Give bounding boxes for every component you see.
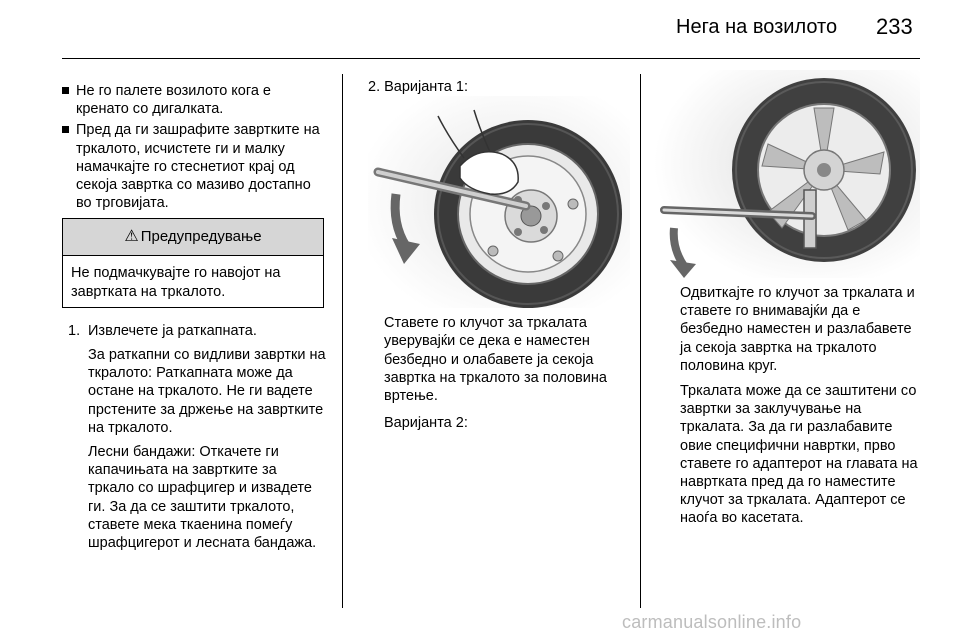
variant-2-label: Варијанта 2: bbox=[384, 415, 468, 432]
bullet-item: Не го палете возилото кога е кренато со дигалката. bbox=[62, 82, 326, 118]
column-divider-2 bbox=[640, 74, 641, 608]
step-2-title: 2. Варијанта 1: bbox=[368, 79, 468, 95]
wheel-wrench-illustration bbox=[368, 96, 630, 308]
instruction-paragraph: Тркалата може да се заштитени со завртки за заклучување на тркалата. За да ги разлабавите овие специфични навртки, прво ставете го адаптерот на главата на навртката пред да го наместите клучот за тркалата. Адаптерот се наоѓа во касетата. bbox=[680, 383, 918, 527]
warning-body: Не подмачкувајте го навојот на завртката на тркалото. bbox=[71, 265, 281, 300]
step-paragraph: За раткапни со видливи завртки на ткралото: Раткапната може да остане на тркалото. Не ги вадете прстените за држење на завртките на тркалото. bbox=[88, 347, 326, 436]
warning-box bbox=[62, 218, 324, 307]
step-paragraph: Лесни бандажи: Откачете ги капачињата на завртките за тркало со шрафцигер и извадете ги. За да се заштити тркалото, ставете мека ткаенина помеѓу шрафцигерот и лесната бандажа. bbox=[88, 444, 317, 552]
warning-triangle-icon: ⚠ bbox=[124, 228, 139, 246]
step-number: 1. bbox=[68, 322, 81, 339]
column-3 bbox=[654, 70, 920, 535]
bullet-square-icon bbox=[62, 126, 69, 133]
step-1 bbox=[62, 322, 326, 552]
warning-title: Предупредување bbox=[140, 228, 262, 246]
bullet-square-icon bbox=[62, 87, 69, 94]
bullet-item: Пред да ги зашрафите завртките на тркалото, исчистете ги и малку намачкајте го стеснетиот крај од секоја завртка со мазиво достапно во трговијата. bbox=[62, 121, 326, 212]
column-1 bbox=[62, 82, 326, 552]
folding-wrench-illustration bbox=[654, 70, 920, 278]
instruction-paragraph: Одвиткајте го клучот за тркалата и ставете го внимавајќи да е безбедно наместен и разлабавете ја секоја завртка на тркалото половина круг. bbox=[680, 285, 915, 374]
header-divider bbox=[62, 58, 920, 59]
column-divider-1 bbox=[342, 74, 343, 608]
warning-header bbox=[63, 219, 323, 256]
step-title: Извлечете ја раткапната. bbox=[88, 322, 257, 339]
column-2 bbox=[368, 78, 630, 441]
instruction-paragraph: Ставете го клучот за тркалата уверувајќи се дека е наместен безбедно и олабавете ја секоја завртка на тркалото за половина вртење. bbox=[384, 315, 607, 405]
page-number: 233 bbox=[876, 14, 913, 39]
watermark: carmanualsonline.info bbox=[622, 612, 802, 632]
page-header-title: Нега на возилото bbox=[676, 16, 838, 38]
